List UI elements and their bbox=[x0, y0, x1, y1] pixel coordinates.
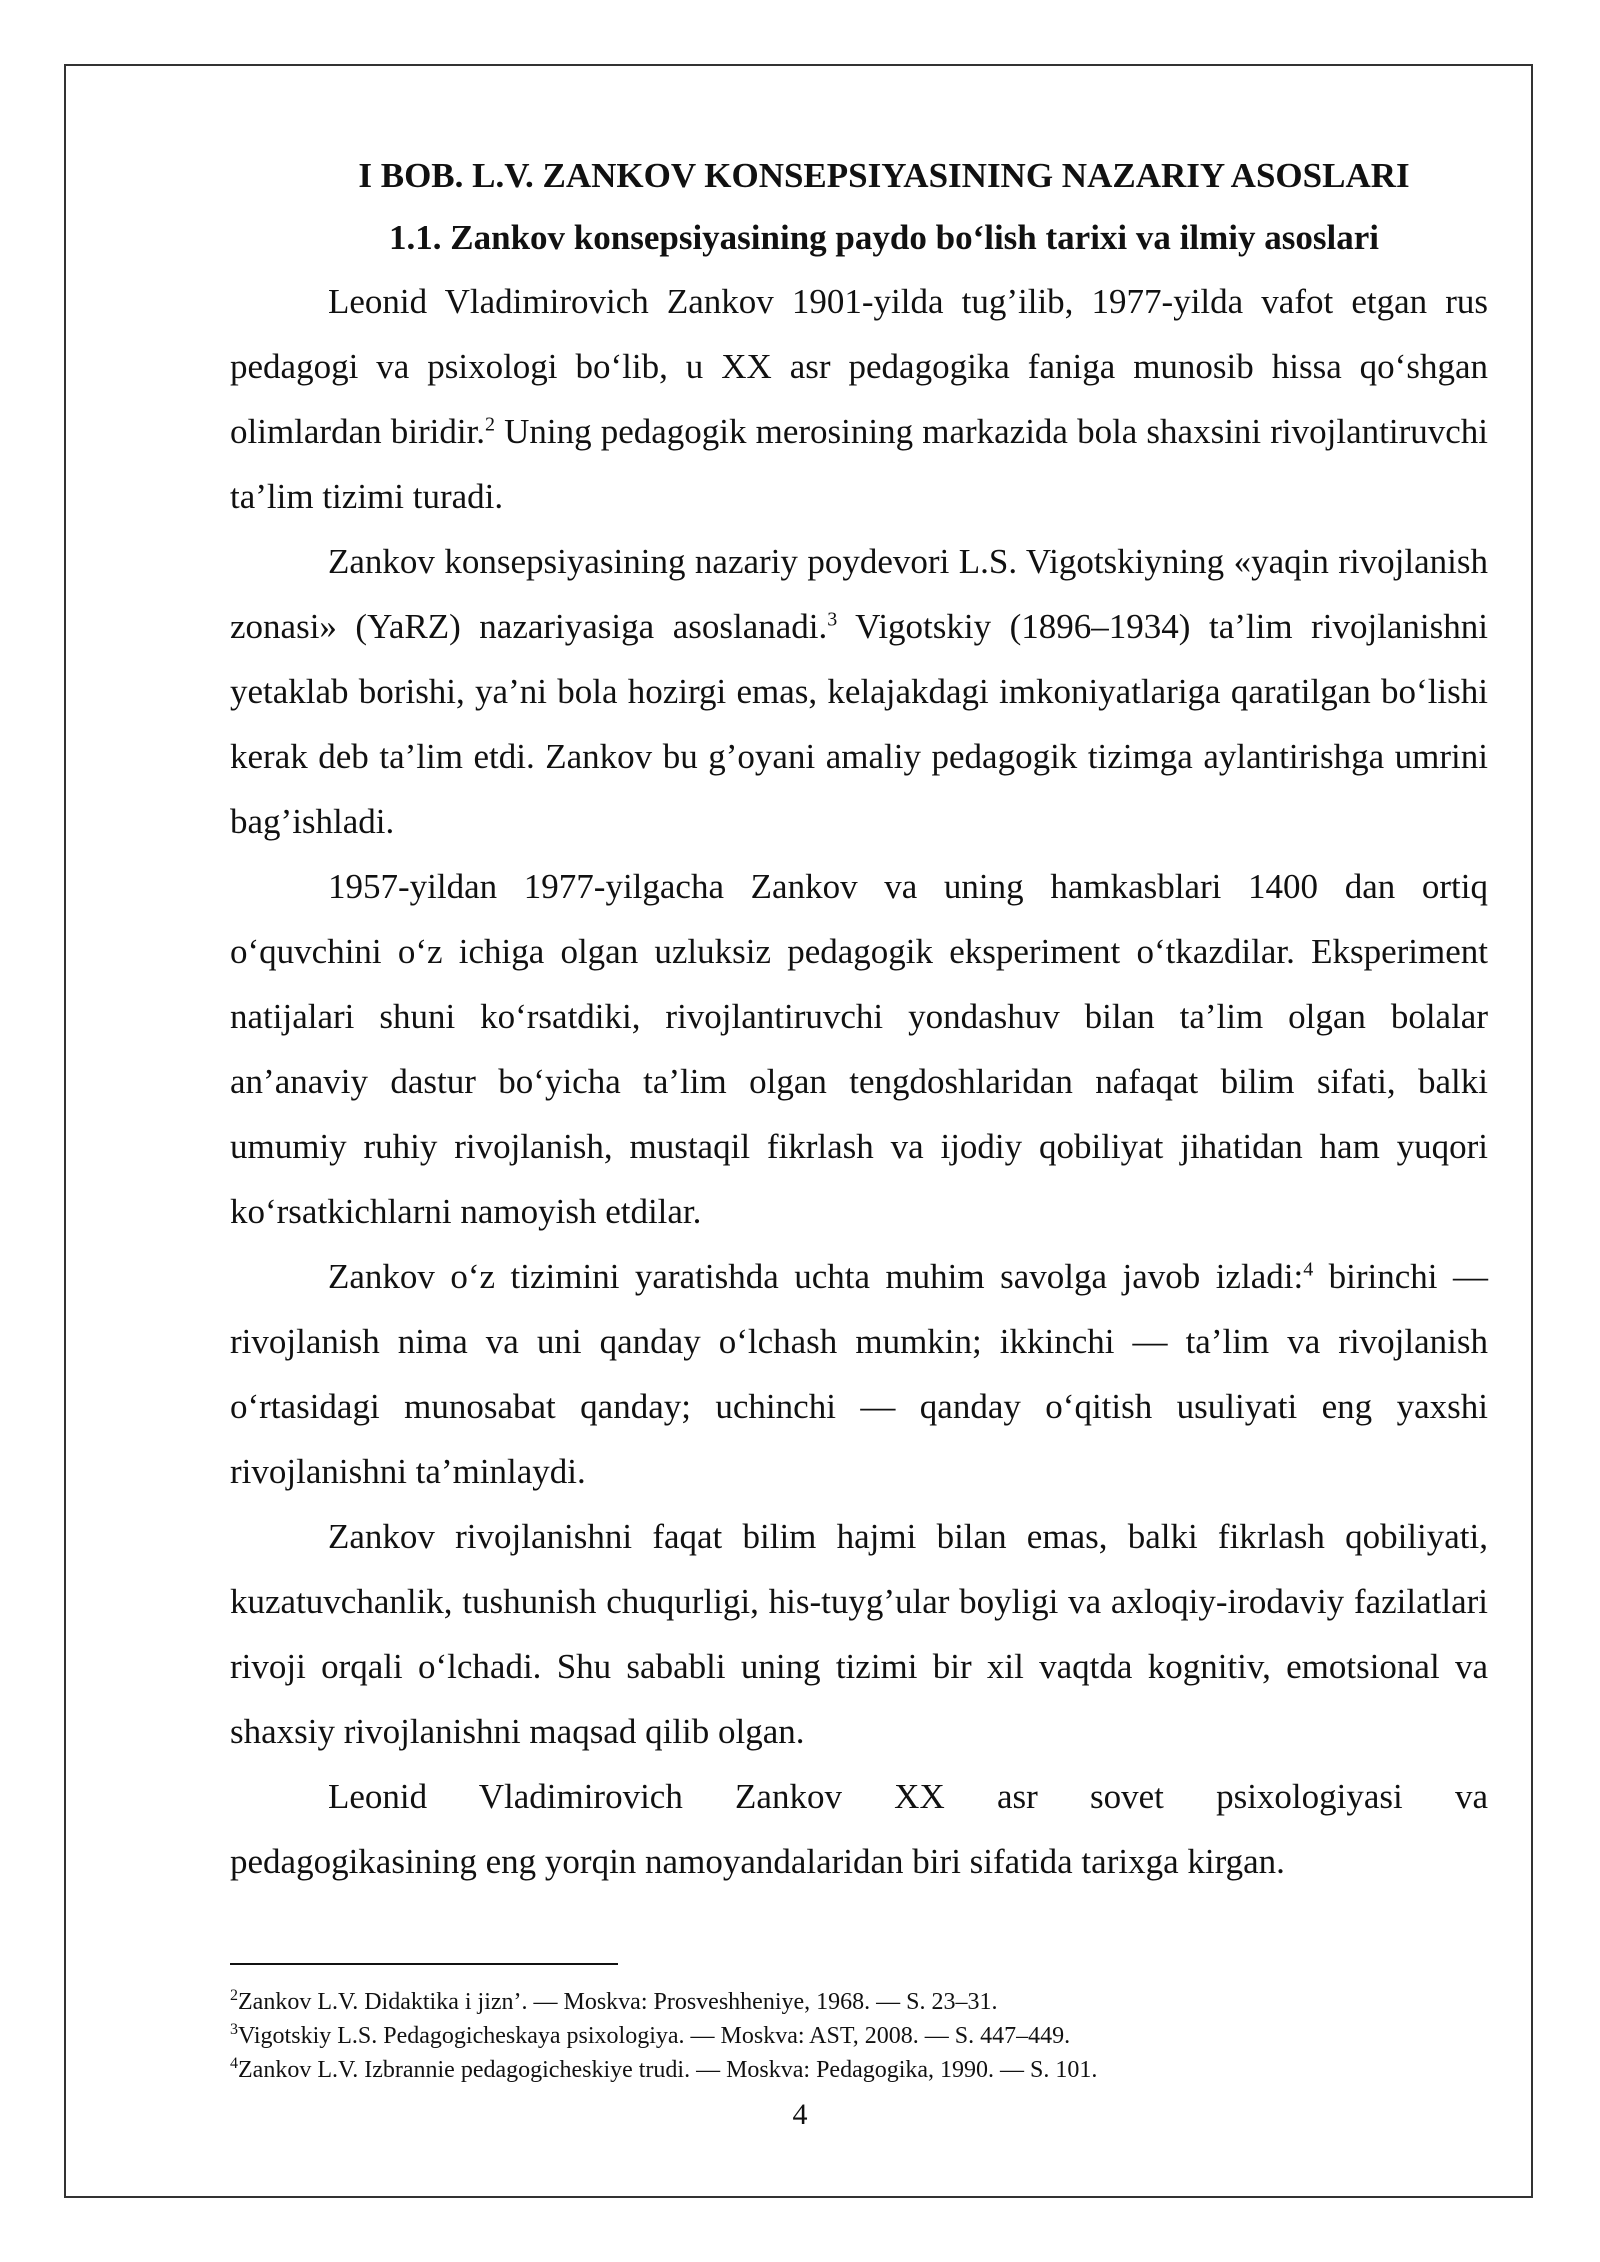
footnote-separator bbox=[230, 1963, 618, 1965]
footnote-number: 3 bbox=[230, 2021, 238, 2038]
footnote-number: 4 bbox=[230, 2055, 238, 2072]
paragraph-text: Zankov konsepsiyasining nazariy poydevori L.S. Vigotskiyning «yaqin rivojlanish zonasi» (YaRZ) nazariyasiga asoslanadi. bbox=[230, 542, 1488, 646]
paragraph-1 bbox=[230, 269, 1488, 529]
footnotes bbox=[230, 1985, 1488, 2087]
page-body bbox=[230, 145, 1488, 1894]
chapter-title: I BOB. L.V. ZANKOV KONSEPSIYASINING NAZARIY ASOSLARI bbox=[358, 156, 1410, 195]
paragraph-3: 1957-yildan 1977-yilgacha Zankov va uning hamkasblari 1400 dan ortiq o‘quvchini o‘z ichiga olgan uzluksiz pedagogik eksperiment o‘tkazdilar. Eksperiment natijalari shuni ko‘rsatdiki, rivojlantiruvchi yondashuv bilan ta’lim olgan bolalar an’anaviy dastur bo‘yicha ta’lim olgan tengdoshlaridan nafaqat bilim sifati, balki umumiy ruhiy rivojlanish, mustaqil fikrlash va ijodiy qobiliyat jihatidan ham yuqori ko‘rsatkichlarni namoyish etdilar. bbox=[230, 867, 1488, 1231]
footnote-text: Zankov L.V. Didaktika i jizn’. — Moskva: Prosveshheniye, 1968. — S. 23–31. bbox=[238, 1989, 998, 2015]
footnote-2 bbox=[230, 1985, 1488, 2019]
paragraph-text: Vigotskiy (1896–1934) ta’lim rivojlanishni yetaklab borishi, ya’ni bola hozirgi emas, kelajakdagi imkoniyatlariga qaratilgan bo‘lishi kerak deb ta’lim etdi. Zankov bu g’oyani amaliy pedagogik tizimga aylantirishga umrini bag’ishladi. bbox=[230, 607, 1488, 841]
paragraph-6-continued: pedagogikasining eng yorqin namoyandalaridan biri sifatida tarixga kirgan. bbox=[230, 1842, 1285, 1881]
paragraph-text: Zankov o‘z tizimini yaratishda uchta muhim savolga javob izladi: bbox=[328, 1257, 1304, 1296]
paragraph-text: birinchi — rivojlanish nima va uni qanday o‘lchash mumkin; ikkinchi — ta’lim va rivojlanish o‘rtasidagi munosabat qanday; uchinchi — qanday o‘qitish usuliyati eng yaxshi rivojlanishni ta’minlaydi. bbox=[230, 1257, 1488, 1491]
paragraph-2 bbox=[230, 529, 1488, 854]
footnote-ref: 4 bbox=[1303, 1258, 1314, 1281]
section-title: 1.1. Zankov konsepsiyasining paydo bo‘lish tarixi va ilmiy asoslari bbox=[389, 218, 1379, 257]
paragraph-6 bbox=[230, 1764, 1488, 1829]
page-number: 4 bbox=[792, 2098, 808, 2131]
footnote-ref: 3 bbox=[827, 608, 838, 631]
paragraph-text: Uning pedagogik merosining markazida bola shaxsini rivojlantiruvchi ta’lim tizimi turadi. bbox=[230, 412, 1488, 516]
footnote-text: Vigotskiy L.S. Pedagogicheskaya psixologiya. — Moskva: AST, 2008. — S. 447–449. bbox=[238, 2023, 1071, 2049]
paragraph-text: Leonid Vladimirovich Zankov 1901-yilda tug’ilib, 1977-yilda vafot etgan rus pedagogi va psixologi bo‘lib, u XX asr pedagogika faniga munosib hissa qo‘shgan olimlardan biridir. bbox=[230, 282, 1488, 451]
footnote-4 bbox=[230, 2053, 1488, 2087]
footnote-text: Zankov L.V. Izbrannie pedagogicheskiye trudi. — Moskva: Pedagogika, 1990. — S. 101. bbox=[238, 2057, 1098, 2083]
paragraph-5: Zankov rivojlanishni faqat bilim hajmi bilan emas, balki fikrlash qobiliyati, kuzatuvchanlik, tushunish chuqurligi, his-tuyg’ular boyligi va axloqiy-irodaviy fazilatlari rivoji orqali o‘lchadi. Shu sababli uning tizimi bir xil vaqtda kognitiv, emotsional va shaxsiy rivojlanishni maqsad qilib olgan. bbox=[230, 1517, 1488, 1751]
footnote-number: 2 bbox=[230, 1987, 238, 2004]
footnote-3 bbox=[230, 2019, 1488, 2053]
footnote-ref: 2 bbox=[485, 413, 496, 436]
paragraph-4 bbox=[230, 1244, 1488, 1504]
paragraph-text: Leonid Vladimirovich Zankov XX asr sovet psixologiyasi va bbox=[328, 1777, 1488, 1816]
